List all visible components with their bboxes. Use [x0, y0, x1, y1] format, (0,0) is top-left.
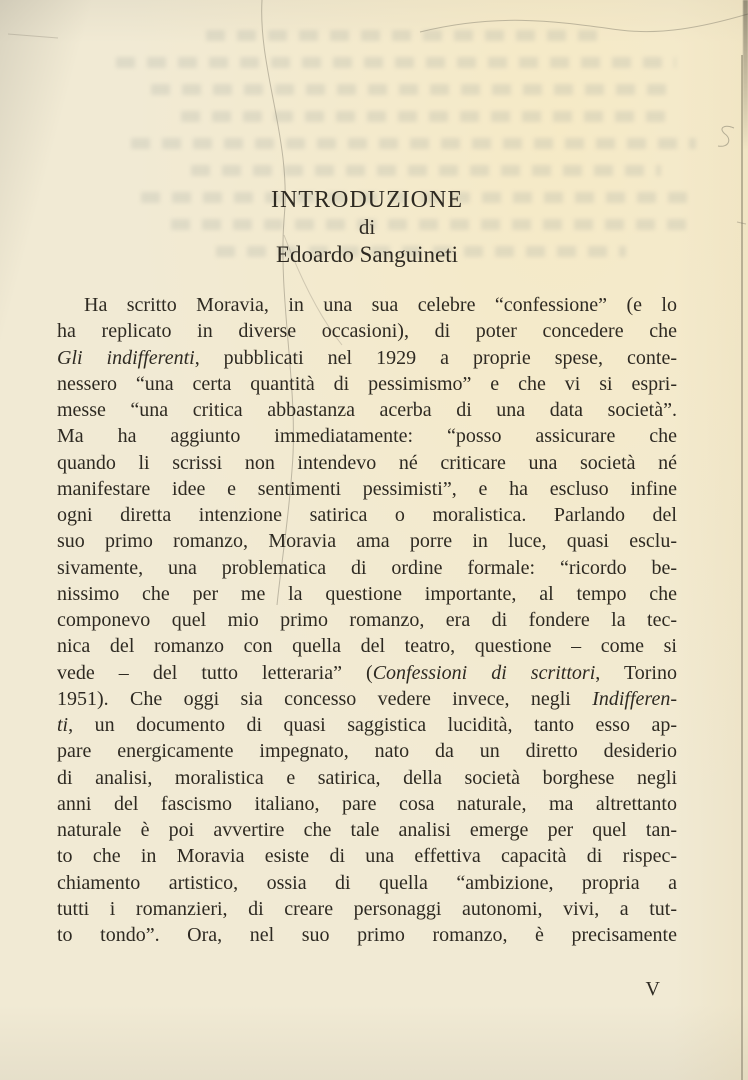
body-line: messe “una critica abbastanza acerba di una data società”. [57, 399, 677, 421]
body-line: suo primo romanzo, Moravia ama porre in luce, quasi esclu- [57, 530, 677, 553]
bleedthrough-row [191, 165, 661, 176]
bleedthrough-row [206, 30, 606, 41]
bleedthrough-row [151, 84, 671, 95]
body-line: quando li scrissi non intendevo né criticare una società né [57, 451, 677, 474]
body-line: anni del fascismo italiano, pare cosa naturale, ma altrettanto [57, 792, 677, 815]
body-line: componevo quel mio primo romanzo, era di fondere la tec- [57, 609, 677, 631]
bleedthrough-row [181, 111, 671, 122]
author-name: Edoardo Sanguineti [275, 242, 459, 267]
page-title: INTRODUZIONE [271, 187, 463, 213]
body-line: naturale è poi avvertire che tale analisi emerge per quel tan- [57, 819, 677, 841]
body-line: tutti i romanzieri, di creare personaggi autonomi, vivi, a tut- [57, 897, 677, 920]
body-line: 1951). Che oggi sia concesso vedere invece, negli Indifferen- [57, 687, 677, 710]
body-text [57, 292, 677, 948]
body-line: Ma ha aggiunto immediatamente: “posso assicurare che [57, 425, 677, 448]
body-line: Ha scritto Moravia, in una sua celebre “confessione” (e lo [84, 294, 677, 316]
body-line: chiamento artistico, ossia di quella “ambizione, propria a [57, 871, 677, 894]
body-line: nessero “una certa quantità di pessimismo” e che vi si espri- [57, 372, 677, 395]
page-number: V [645, 978, 660, 1000]
body-line: ha replicato in diverse occasioni), di poter concedere che [57, 320, 677, 343]
body-line: vede – del tutto letteraria” (Confessioni di scrittori, Torino [57, 661, 677, 684]
page-edge-shadow [741, 55, 743, 1080]
body-line: di analisi, moralistica e satirica, della società borghese negli [57, 766, 677, 789]
body-line: ti, un documento di quasi saggistica lucidità, tanto esso ap- [57, 714, 677, 736]
bleedthrough-row [116, 57, 676, 68]
body-line: ogni diretta intenzione satirica o moralistica. Parlando del [57, 504, 677, 526]
page-corner-shadow [743, 0, 748, 150]
bleedthrough-row [131, 138, 696, 149]
body-line: manifestare idee e sentimenti pessimisti”, e ha escluso infine [57, 477, 677, 500]
body-line: to tondo”. Ora, nel suo primo romanzo, è precisamente [57, 924, 677, 946]
body-line: to che in Moravia esiste di una effettiva capacità di rispec- [57, 845, 677, 868]
body-line: nica del romanzo con quella del teatro, questione – come si [57, 635, 677, 658]
chapter-heading [57, 187, 677, 268]
body-line: pare energicamente impegnato, nato da un diretto desiderio [57, 740, 677, 763]
body-line: Gli indifferenti, pubblicati nel 1929 a proprie spese, conte- [57, 346, 677, 369]
body-line: sivamente, una problematica di ordine formale: “ricordo be- [57, 556, 677, 579]
body-line: nissimo che per me la questione importante, al tempo che [57, 582, 677, 605]
byline: di [358, 215, 376, 239]
